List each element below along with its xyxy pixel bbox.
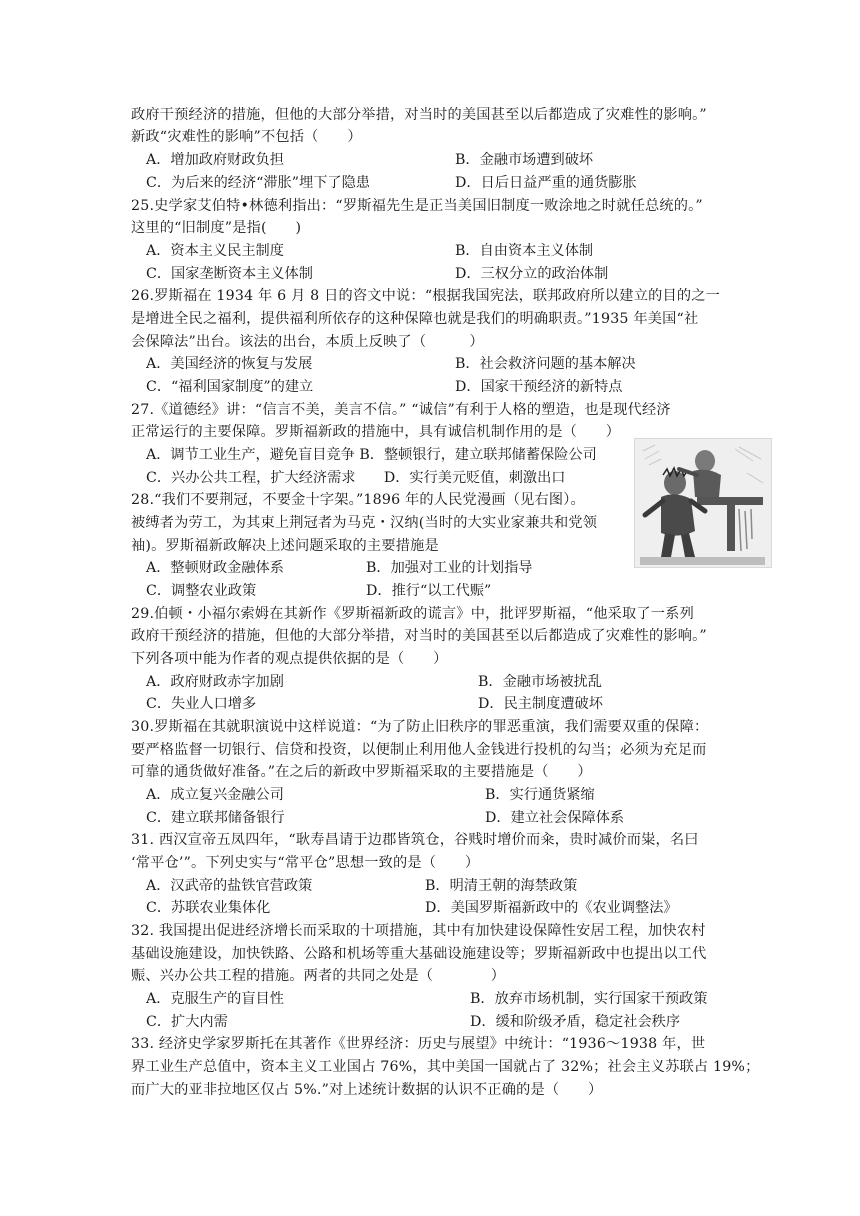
option-d: D．三权分立的政治体制 (455, 266, 609, 282)
text-line: 而广大的亚非拉地区仅占 5%.”对上述统计数据的认识不正确的是（ ） (131, 1082, 603, 1098)
option-d: D．推行“以工代赈” (366, 583, 492, 599)
option-c: C．国家垄断资本主义体制 (146, 266, 313, 282)
text-line: 袖)。罗斯福新政解决上述问题采取的主要措施是 (131, 538, 439, 554)
option-b: B．放弃市场机制，实行国家干预政策 (470, 991, 708, 1007)
option-a: A．成立复兴金融公司 (146, 787, 284, 803)
cartoon-drawing (635, 439, 771, 567)
option-a: A．增加政府财政负担 (146, 152, 284, 168)
option-a: A．政府财政赤字加剧 (146, 674, 284, 690)
text-line: 要严格监督一切银行、信贷和投资，以便制止利用他人金钱进行投机的勾当；必须为充足而 (131, 742, 707, 758)
option-d: D．民主制度遭破坏 (478, 696, 603, 712)
cartoon-image (634, 438, 772, 568)
text-line: 赈、兴办公共工程的措施。两者的共同之处是（ ） (131, 968, 506, 984)
option-a: A．汉武帝的盐铁官营政策 (146, 878, 313, 894)
text-line: 政府干预经济的措施，但他的大部分举措，对当时的美国甚至以后都造成了灾难性的影响。” (131, 107, 707, 123)
text-line: 基础设施建设，加快铁路、公路和机场等重大基础设施建设等；罗斯福新政中也提出以工代 (131, 946, 707, 962)
option-c: C．苏联农业集体化 (146, 900, 271, 916)
option-d: D．日后日益严重的通货膨胀 (455, 175, 637, 191)
text-line: ‘常平仓’”。下列史实与“常平仓”思想一致的是（ ） (131, 855, 480, 871)
text-line: 27.《道德经》讲：“信言不美，美言不信。” “诚信”有利于人格的塑造，也是现代经济 (131, 402, 671, 418)
text-line: 33. 经济史学家罗斯托在其著作《世界经济：历史与展望》中统计：“1936～1938 年，世 (131, 1036, 706, 1052)
text-line: 新政“灾难性的影响”不包括（ ） (131, 129, 362, 145)
text-line: 政府干预经济的措施，但他的大部分举措，对当时的美国甚至以后都造成了灾难性的影响。” (131, 628, 707, 644)
option-b: B．金融市场被扰乱 (478, 674, 602, 690)
option-a: A．调节工业生产，避免盲目竞争 B．整顿银行，建立联邦储蓄保险公司 (146, 447, 597, 463)
text-line: 这里的“旧制度”是指( ) (131, 220, 302, 236)
option-b: B．金融市场遭到破坏 (455, 152, 594, 168)
text-line: 界工业生产总值中，资本主义工业国占 76%，其中美国一国就占了 32%；社会主义苏联占 19%； (131, 1059, 760, 1075)
option-d: D．美国罗斯福新政中的《农业调整法》 (425, 900, 678, 916)
option-c: C．失业人口增多 (146, 696, 257, 712)
option-b: B．加强对工业的计划指导 (366, 560, 533, 576)
text-line: 31. 西汉宣帝五凤四年，“耿寿昌请于边郡皆筑仓，谷贱时增价而籴，贵时减价而粜，名曰 (131, 832, 699, 848)
option-a: A．整顿财政金融体系 (146, 560, 284, 576)
option-c: C．“福利国家制度”的建立 (146, 379, 314, 395)
text-line: 会保障法”出台。该法的出台，本质上反映了（ ） (131, 334, 484, 350)
option-c: C．扩大内需 (146, 1014, 228, 1030)
option-a: A．美国经济的恢复与发展 (146, 356, 313, 372)
option-c: C．兴办公共工程，扩大经济需求 D．实行美元贬值，刺激出口 (146, 470, 566, 486)
text-line: 30.罗斯福在其就职演说中这样说道：“为了防止旧秩序的罪恶重演，我们需要双重的保障： (131, 719, 709, 735)
option-b: B．社会救济问题的基本解决 (455, 356, 636, 372)
text-line: 26.罗斯福在 1934 年 6 月 8 日的咨文中说：“根据我国宪法，联邦政府所以建立的目的之一 (131, 288, 721, 304)
text-line: 下列各项中能为作者的观点提供依据的是（ ） (131, 651, 448, 667)
text-line: 正常运行的主要保障。罗斯福新政的措施中，具有诚信机制作用的是（ ） (131, 424, 621, 440)
option-d: D．缓和阶级矛盾，稳定社会秩序 (470, 1014, 681, 1030)
option-c: C．调整农业政策 (146, 583, 257, 599)
text-line: 29.伯顿・小福尔索姆在其新作《罗斯福新政的谎言》中，批评罗斯福，“他采取了一系列 (131, 606, 694, 622)
text-line: 是增进全民之福利，提供福利所依存的这种保障也就是我们的明确职责。”1935 年美国“社 (131, 311, 699, 327)
option-c: C．建立联邦储备银行 (146, 810, 285, 826)
option-d: D．建立社会保障体系 (485, 810, 625, 826)
option-a: A．资本主义民主制度 (146, 243, 284, 259)
option-b: B．自由资本主义体制 (455, 243, 594, 259)
option-c: C．为后来的经济“滞胀”埋下了隐患 (146, 175, 370, 191)
text-line: 25.史学家艾伯特•林德利指出：“罗斯福先生是正当美国旧制度一败涂地之时就任总统的。” (131, 198, 703, 214)
text-line: 可靠的通货做好准备。”在之后的新政中罗斯福采取的主要措施是（ ） (131, 764, 592, 780)
option-d: D．国家干预经济的新特点 (455, 379, 623, 395)
text-line: 被缚者为劳工，为其束上荆冠者为马克・汉纳(当时的大实业家兼共和党领 (131, 515, 598, 531)
option-b: B．实行通货紧缩 (485, 787, 595, 803)
text-line: 28.“我们不要荆冠，不要金十字架。”1896 年的人民党漫画（见右图）。 (131, 492, 585, 508)
option-b: B．明清王朝的海禁政策 (425, 878, 578, 894)
option-a: A．克服生产的盲目性 (146, 991, 284, 1007)
text-line: 32. 我国提出促进经济增长而采取的十项措施，其中有加快建设保障性安居工程，加快农村 (131, 923, 706, 939)
